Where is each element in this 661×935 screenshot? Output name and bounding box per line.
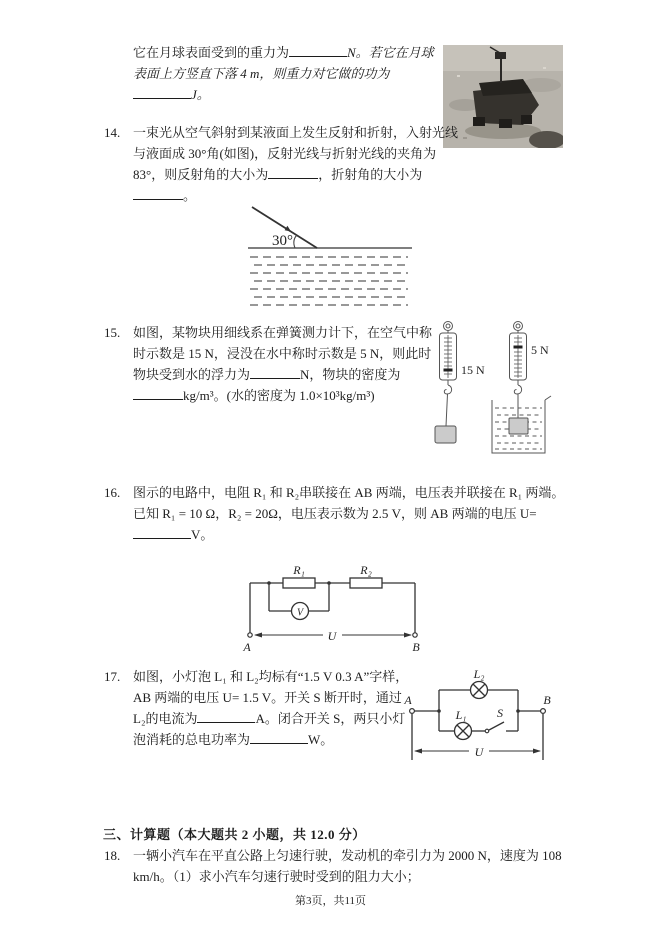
scale-reading-right: 5 N [531,343,549,357]
answer-blank [133,186,183,200]
question-text-segment: V。 [191,527,214,542]
arrowhead-right [533,749,541,754]
angle-label: 30° [272,233,293,249]
switch-s-label: S [497,706,503,720]
angle-arc [294,235,297,248]
terminal-b-label: B [543,693,551,707]
question-text [133,666,416,750]
question-text [133,42,445,105]
question-number: 15. [104,325,121,340]
question-number: 14. [104,125,121,140]
water-hatching [250,257,408,305]
question-14 [104,122,466,206]
question-number: 18. [104,848,121,863]
question-text: 一辆小汽车在平直公路上匀速行驶，发动机的牵引力为 2000 N，速度为 108 km/h。（1）求小汽车匀速行驶时受到的阻力大小； [133,848,562,884]
question-text-segment: J。 [191,87,210,102]
answer-blank [133,525,191,539]
resistor-r1-label: R₁ [293,563,305,577]
question-text [133,322,440,406]
string [446,394,448,426]
question-16 [104,482,570,545]
scale-reading-left: 15 N [461,363,485,377]
spring-scale-right [510,322,527,420]
answer-blank [133,85,191,99]
question-number: 16. [104,485,121,500]
question-text-segment: A。闭合开关 S，两只小灯泡消耗的总电功率为 [133,711,406,747]
question-text-segment: 图示的电路中，电阻 R₁ 和 R₂串联接在 AB 两端，电压表并联接在 R₁ 两端。已知 R₁ = 10 Ω，R₂ = 20Ω，电压表示数为 2.5 V，则 AB 两端的电压 U= [133,485,565,521]
lamp-l1-label: L₁ [455,708,467,722]
terminal-b [413,633,417,637]
question-text-segment: kg/m³。(水的密度为 1.0×10³kg/m³) [183,388,375,403]
figure-parallel-circuit [403,656,555,787]
block-in-water [509,418,528,434]
arrowhead-left [254,633,262,638]
question-text-segment: N，物块的密度为 [300,367,401,382]
lamp-l2-label: L₂ [473,667,485,681]
terminal-a-label: A [243,640,251,654]
question-text-segment: 。 [183,188,197,203]
arrowhead-left [414,749,422,754]
switch-lever [489,722,504,730]
question-text-segment: 它在月球表面受到的重力为 [133,45,290,60]
question-18 [104,845,574,887]
question-text [133,482,570,545]
question-text-segment: ，折射角的大小为 [318,167,423,182]
voltmeter-label: V [296,607,304,619]
resistor-r2-label: R₂ [360,563,372,577]
terminal-a [410,709,415,714]
question-17 [104,666,416,750]
figure-light-refraction [245,200,415,318]
block-in-air [435,426,456,443]
question-text [133,122,466,206]
junction-dot [437,709,441,713]
answer-blank [250,730,308,744]
question-13-continuation [133,42,445,105]
voltage-u-label: U [474,745,484,759]
figure-spring-scales [430,318,563,464]
answer-blank [289,43,347,57]
answer-blank [197,709,255,723]
question-text-segment: N。若它在月球表面上方竖直下落 4 m，则重力对它做的功为 [133,45,434,81]
voltage-u-label: U [327,629,337,643]
question-number: 17. [104,669,121,684]
question-text-segment: 一束光从空气斜射到某液面上发生反射和折射，入射光线与液面成 30°角(如图)，反射光线与折射光线的夹角为 83°，则反射角的大小为 [133,125,459,182]
junction-dot [267,581,271,585]
spring-scale-left [440,322,457,427]
junction-dot [327,581,331,585]
answer-blank [250,365,300,379]
question-15 [104,322,440,406]
switch-pivot [485,729,489,733]
terminal-b-label: B [412,640,420,654]
answer-blank [133,386,183,400]
terminal-a [248,633,252,637]
question-text-segment: 如图，小灯泡 L₁ 和 L₂均标有“1.5 V 0.3 A”字样，AB 两端的电压 U= 1.5 V。开关 S 断开时，通过 L₂的电流为 [133,669,409,726]
question-text-segment: W。 [308,732,334,747]
question-text-segment: 如图，某物块用细线系在弹簧测力计下，在空气中称时示数是 15 N，浸没在水中称时示数是 5 N，则此时物块受到水的浮力为 [133,325,433,382]
junction-dot [516,709,520,713]
page-number-footer: 第3页，共11页 [294,895,367,907]
terminal-b [541,709,546,714]
answer-blank [268,165,318,179]
figure-series-circuit [235,560,440,666]
terminal-a-label: A [404,693,412,707]
arrowhead-right [404,633,412,638]
section-3-header: 三、计算题（本大题共 2 小题，共 12.0 分） [103,827,366,842]
